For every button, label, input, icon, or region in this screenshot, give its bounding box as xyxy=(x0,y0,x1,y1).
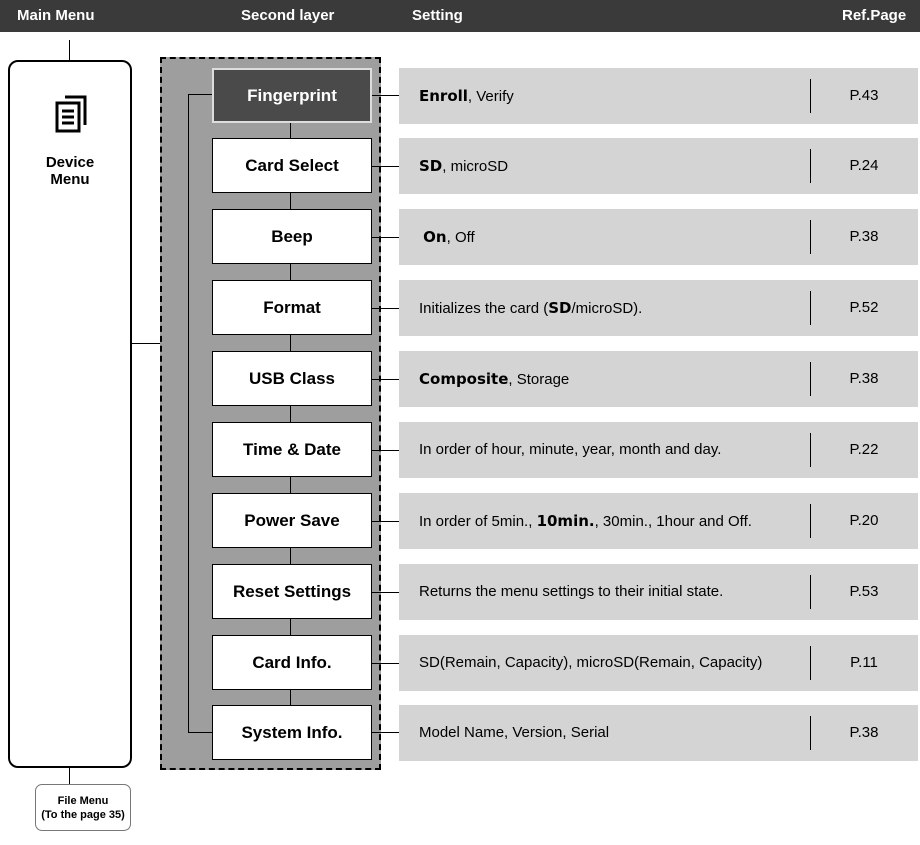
setting-text-beep xyxy=(419,209,799,265)
row-connector xyxy=(372,592,399,593)
setting-text-system-info xyxy=(419,705,799,761)
main-menu-device[interactable] xyxy=(8,60,132,768)
main-menu-label: Device Menu xyxy=(45,154,95,188)
separator xyxy=(810,716,811,750)
setting-text-card-select xyxy=(419,138,799,194)
row-connector xyxy=(372,521,399,522)
ref-page-system-info: P.38 xyxy=(849,724,879,741)
ref-page-time-date: P.22 xyxy=(849,441,879,458)
setting-options: /microSD). xyxy=(571,299,643,317)
setting-options: , microSD xyxy=(442,157,509,175)
row-connector xyxy=(372,166,399,167)
row-connector xyxy=(372,95,399,96)
menu-item-card-info[interactable]: Card Info. xyxy=(212,635,372,690)
setting-text-format xyxy=(419,280,799,336)
item-connector xyxy=(290,406,291,422)
row-connector xyxy=(372,450,399,451)
ref-page-fingerprint: P.43 xyxy=(849,87,879,104)
setting-text-reset-settings xyxy=(419,564,799,620)
separator xyxy=(810,220,811,254)
header-setting: Setting xyxy=(412,7,463,24)
setting-default: Enroll xyxy=(419,86,468,105)
ref-page-reset-settings: P.53 xyxy=(849,583,879,600)
row-connector xyxy=(372,308,399,309)
menu-item-time-date[interactable]: Time & Date xyxy=(212,422,372,477)
header-main-menu: Main Menu xyxy=(17,7,95,24)
menu-item-power-save[interactable]: Power Save xyxy=(212,493,372,548)
ref-page-format: P.52 xyxy=(849,299,879,316)
file-menu-button[interactable] xyxy=(35,784,131,831)
bracket-top xyxy=(188,94,212,95)
separator xyxy=(810,291,811,325)
separator xyxy=(810,79,811,113)
separator xyxy=(810,575,811,609)
row-connector xyxy=(372,379,399,380)
header-second-layer: Second layer xyxy=(241,7,335,24)
item-connector xyxy=(290,264,291,280)
item-connector xyxy=(290,123,291,138)
setting-default: 10min. xyxy=(536,511,595,530)
menu-item-usb-class[interactable]: USB Class xyxy=(212,351,372,406)
separator xyxy=(810,149,811,183)
menu-item-format[interactable]: Format xyxy=(212,280,372,335)
setting-description: Returns the menu settings to their initial state. xyxy=(419,583,724,600)
menu-item-system-info[interactable]: System Info. xyxy=(212,705,372,760)
separator xyxy=(810,433,811,467)
menu-item-fingerprint[interactable]: Fingerprint xyxy=(212,68,372,123)
menu-item-card-select[interactable]: Card Select xyxy=(212,138,372,193)
item-connector xyxy=(290,335,291,351)
setting-description: In order of hour, minute, year, month and day. xyxy=(419,441,722,458)
header-ref-page: Ref.Page xyxy=(842,7,907,24)
separator xyxy=(810,362,811,396)
connector-main-to-panel xyxy=(132,343,160,344)
setting-description: SD(Remain, Capacity), microSD(Remain, Capacity) xyxy=(419,654,763,671)
item-connector xyxy=(290,548,291,564)
separator xyxy=(810,504,811,538)
setting-options: , Verify xyxy=(467,87,514,105)
item-connector xyxy=(290,193,291,209)
document-icon xyxy=(55,94,89,134)
setting-prefix: Initializes the card ( xyxy=(419,299,549,317)
connector-top xyxy=(69,40,70,60)
file-menu-page-ref: (To the page 35) xyxy=(41,808,125,821)
ref-page-card-select: P.24 xyxy=(849,157,879,174)
row-connector xyxy=(372,237,399,238)
setting-text-power-save xyxy=(419,493,799,549)
setting-options: , 30min., 1hour and Off. xyxy=(594,512,752,530)
setting-description: Model Name, Version, Serial xyxy=(419,724,610,741)
menu-item-beep[interactable]: Beep xyxy=(212,209,372,264)
separator xyxy=(810,646,811,680)
item-connector xyxy=(290,690,291,705)
item-connector xyxy=(290,477,291,493)
row-connector xyxy=(372,732,399,733)
ref-page-card-info: P.11 xyxy=(850,654,878,671)
ref-page-beep: P.38 xyxy=(849,228,879,245)
setting-text-fingerprint xyxy=(419,68,799,124)
table-header xyxy=(0,0,920,32)
setting-text-usb-class xyxy=(419,351,799,407)
item-connector xyxy=(290,619,291,635)
ref-page-usb-class: P.38 xyxy=(849,370,879,387)
ref-page-power-save: P.20 xyxy=(849,512,879,529)
file-menu-label: File Menu xyxy=(57,794,109,807)
bracket-line xyxy=(188,94,189,732)
setting-default: On xyxy=(423,227,447,246)
setting-options: , Storage xyxy=(508,370,570,388)
setting-default: SD xyxy=(548,298,572,317)
setting-prefix: In order of 5min., xyxy=(419,512,537,530)
setting-text-card-info xyxy=(419,635,799,691)
menu-item-reset-settings[interactable]: Reset Settings xyxy=(212,564,372,619)
row-connector xyxy=(372,663,399,664)
setting-default: Composite xyxy=(419,369,509,388)
connector-bottom xyxy=(69,768,70,784)
setting-options: , Off xyxy=(446,228,475,246)
bracket-bottom xyxy=(188,732,212,733)
setting-default: SD xyxy=(419,156,443,175)
setting-text-time-date xyxy=(419,422,799,478)
